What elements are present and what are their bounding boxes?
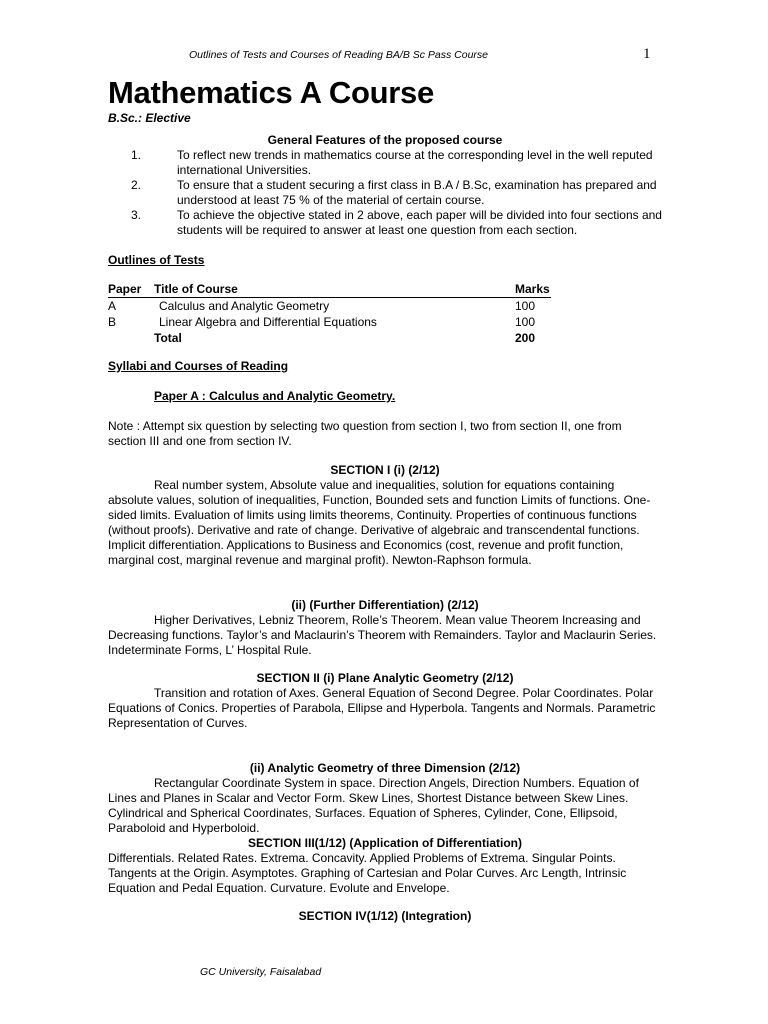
list-item-number: 2.: [131, 178, 142, 192]
section-body: Rectangular Coordinate System in space. Direction Angels, Direction Numbers. Equation of Lines and Planes in Scalar and Vector Form. Skew Lines, Shortest Distance between Skew Lines. Cylindrical and Spherical Coordinates, Surfaces. Equation of Spheres, Cylinder, Cone, Ellipsoid, Paraboloid and Hyperboloid.: [108, 776, 639, 835]
section-heading: (ii) (Further Differentiation) (2/12): [291, 598, 479, 612]
syllabi-heading: Syllabi and Courses of Reading: [108, 359, 289, 373]
subtitle: B.Sc.: Elective: [108, 111, 191, 125]
outlines-heading: Outlines of Tests: [108, 253, 205, 267]
column-header-paper: Paper: [108, 282, 142, 296]
note-text: Note : Attempt six question by selecting two question from section I, two from section II, one from section III and one from section IV.: [108, 419, 622, 448]
features-list: [108, 148, 662, 238]
list-item: [108, 178, 662, 208]
table-row: [108, 314, 558, 330]
running-header: Outlines of Tests and Courses of Reading BA/B Sc Pass Course: [189, 49, 489, 61]
list-item-text: To achieve the objective stated in 2 above, each paper will be divided into four sections and students will be required to answer at least one question from each section.: [177, 208, 662, 237]
cell-paper: A: [108, 299, 117, 313]
table-total-row: [108, 330, 558, 346]
page-footer: GC University, Faisalabad: [200, 966, 322, 978]
list-item-number: 1.: [131, 148, 142, 162]
page-number: 1: [643, 46, 651, 62]
section-body: Real number system, Absolute value and inequalities, solution for equations containing absolute values, solution of inequalities, Function, Bounded sets and function Limits of functions. One-sided limits. Evaluation of limits using limits theorems, Continuity. Properties of continuous functions (without proofs). Derivative and rate of change. Derivative of algebraic and transcendental functions. Implicit differentiation. Applications to Business and Economics (cost, revenue and profit function, marginal cost, marginal revenue and marginal profit). Newton-Raphson formula.: [108, 478, 651, 567]
section-heading: SECTION II (i) Plane Analytic Geometry (2/12): [256, 671, 514, 685]
table-row: [108, 298, 558, 314]
list-item-number: 3.: [131, 208, 142, 222]
cell-title: Calculus and Analytic Geometry: [159, 299, 330, 313]
outlines-table: [108, 281, 558, 346]
section-heading: (ii) Analytic Geometry of three Dimension (2/12): [249, 761, 521, 775]
section-body: Higher Derivatives, Lebniz Theorem, Rolle’s Theorem. Mean value Theorem Increasing and Decreasing functions. Taylor’s and Maclaurin’s Theorem with Remainders. Taylor and Maclaurin Series. Indeterminate Forms, L’ Hospital Rule.: [108, 613, 657, 657]
column-header-marks: Marks: [515, 282, 550, 296]
total-marks: 200: [515, 331, 536, 345]
cell-title: Linear Algebra and Differential Equations: [159, 315, 377, 329]
list-item-text: To ensure that a student securing a first class in B.A / B.Sc, examination has prepared and understood at least 75 % of the material of certain course.: [177, 178, 657, 207]
paper-a-heading: Paper A : Calculus and Analytic Geometry.: [154, 389, 396, 403]
section-body: Differentials. Related Rates. Extrema. Concavity. Applied Problems of Extrema. Singular Points. Tangents at the Origin. Asymptotes. Graphing of Cartesian and Polar Curves. Arc Length, Intrinsic Equation and Pedal Equation. Curvature. Evolute and Envelope.: [108, 851, 627, 895]
section-heading: SECTION IV(1/12) (Integration): [298, 909, 472, 923]
list-item: [108, 148, 662, 178]
cell-paper: B: [108, 315, 117, 329]
column-header-title: Title of Course: [154, 282, 238, 296]
cell-marks: 100: [515, 299, 536, 313]
section-body: Transition and rotation of Axes. General Equation of Second Degree. Polar Coordinates. Polar Equations of Conics. Properties of Parabola, Ellipse and Hyperbola. Tangents and Normals. Parametric Representation of Curves.: [108, 686, 656, 730]
page-title: Mathematics A Course: [108, 75, 434, 110]
general-features-heading: General Features of the proposed course: [267, 133, 503, 147]
list-item: [108, 208, 662, 238]
cell-marks: 100: [515, 315, 536, 329]
total-label: Total: [154, 331, 182, 345]
section-heading: SECTION III(1/12) (Application of Differentiation): [247, 836, 522, 850]
section-heading: SECTION I (i) (2/12): [330, 463, 440, 477]
table-header-row: [108, 281, 558, 297]
list-item-text: To reflect new trends in mathematics course at the corresponding level in the well reputed international Universities.: [177, 148, 653, 177]
